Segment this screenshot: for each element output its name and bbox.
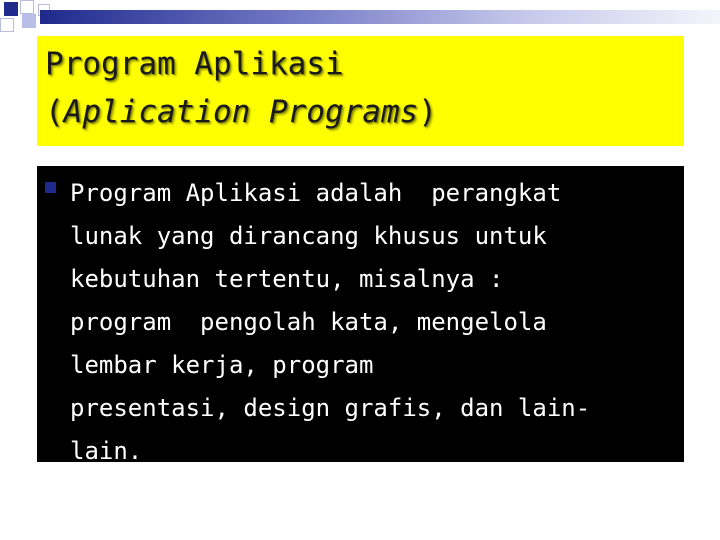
bullet-line: Program Aplikasi adalah perangkat [70,179,562,207]
decor-square-light [22,14,36,28]
decor-square-outline-small [0,18,14,32]
title-paren-open: ( [45,94,64,130]
bullet-line: kebutuhan tertentu, misalnya : [70,265,504,293]
slide-title-line-2 [45,94,437,130]
bullet-line: program pengolah kata, mengelola [70,308,547,336]
decor-square-outline [20,0,34,14]
slide-title-line-1: Program Aplikasi [45,46,344,82]
bullet-square-icon [45,182,56,193]
title-italic-text: Aplication Programs [63,94,419,130]
decor-square-dark [4,2,18,16]
bullet-line: presentasi, design grafis, dan lain- [70,394,591,422]
bullet-line: lain. [70,437,143,462]
bullet-line: lunak yang dirancang khusus untuk [70,222,547,250]
slide-title-box [37,36,684,146]
top-gradient-band [40,10,720,24]
bullet-line: lembar kerja, program [70,351,374,379]
bullet-paragraph [70,172,680,462]
slide-body-box [37,166,684,462]
title-paren-close: ) [418,94,437,130]
